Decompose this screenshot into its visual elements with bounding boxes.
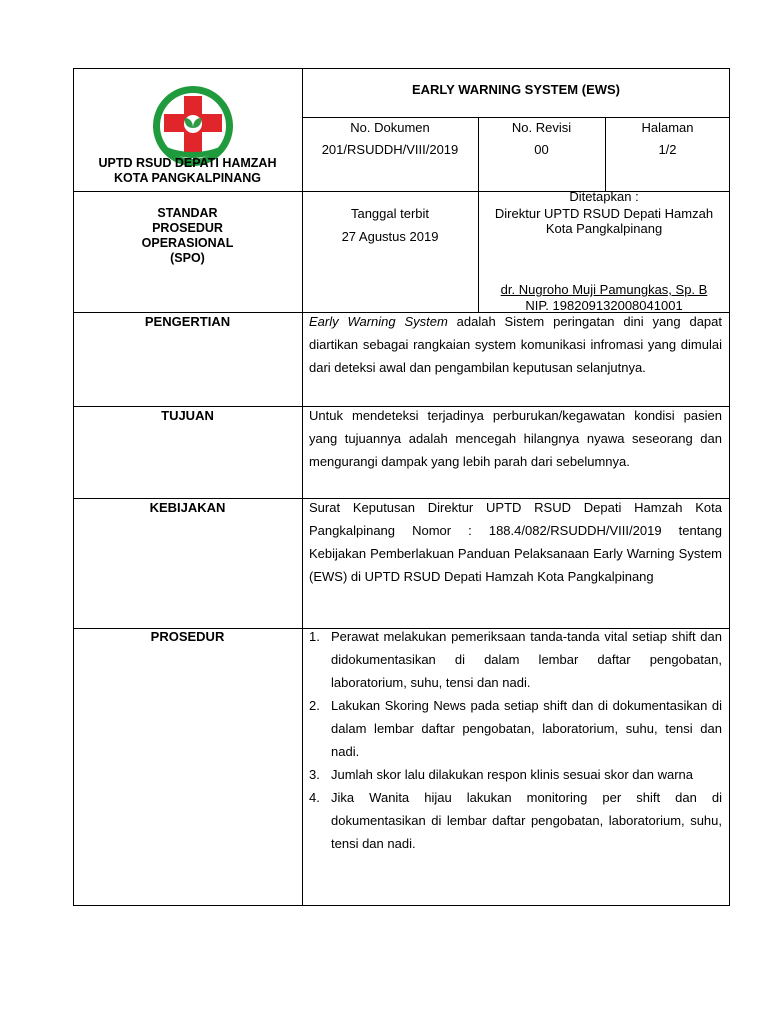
tanggal-terbit-label: Tanggal terbit (350, 206, 430, 221)
no-revisi-label: No. Revisi (511, 120, 572, 135)
kebijakan-text: Surat Keputusan Direktur UPTD RSUD Depati Hamzah Kota Pangkalpinang Nomor : 188.4/082/RSUDDH/VIII/2019 tentang Kebijakan Pemberlakuan Panduan Pelaksanaan Early Warning System (EWS) di UPTD RSUD Depati Hamzah Kota Pangkalpinang (309, 500, 722, 584)
ditetapkan-label: Ditetapkan : (569, 189, 639, 204)
kebijakan-label: KEBIJAKAN (149, 500, 226, 515)
spo-line3: OPERASIONAL (141, 236, 234, 250)
list-item (309, 763, 722, 786)
pengertian-body: adalah Sistem peringatan dini yang dapat diartikan sebagai rangkaian system komunikasi infromasi yang dimulai dari deteksi awal dan pengambilan keputusan selanjutnya. (309, 314, 722, 375)
prosedur-label: PROSEDUR (150, 629, 225, 644)
spo-label (73, 206, 302, 266)
list-item-number: 4. (309, 790, 320, 805)
document-title: EARLY WARNING SYSTEM (EWS) (411, 82, 621, 97)
pengertian-label: PENGERTIAN (144, 314, 231, 329)
direktur-line1: Direktur UPTD RSUD Depati Hamzah (494, 206, 714, 221)
tanggal-terbit-value: 27 Agustus 2019 (341, 229, 439, 244)
spo-line4: (SPO) (170, 251, 205, 265)
signer-name: dr. Nugroho Muji Pamungkas, Sp. B (500, 282, 708, 297)
spo-line2: PROSEDUR (152, 221, 223, 235)
list-item-text: Jika Wanita hijau lakukan monitoring per shift dan di dokumentasikan di lembar daftar pengobatan, laboratorium, suhu, tensi dan nadi. (331, 790, 722, 851)
direktur-line2: Kota Pangkalpinang (545, 221, 663, 236)
list-item (309, 625, 722, 694)
list-item-text: Jumlah skor lalu dilakukan respon klinis sesuai skor dan warna (331, 767, 694, 782)
no-dokumen-value: 201/RSUDDH/VIII/2019 (321, 142, 459, 157)
table-divider (302, 68, 303, 906)
list-item-number: 3. (309, 767, 320, 782)
list-item (309, 694, 722, 763)
list-item-text: Perawat melakukan pemeriksaan tanda-tanda vital setiap shift dan didokumentasikan di dalam lembar daftar pengobatan, laboratorium, suhu, tensi dan nadi. (331, 629, 722, 690)
org-name-line2: KOTA PANGKALPINANG (114, 171, 261, 185)
tujuan-label: TUJUAN (161, 408, 214, 423)
list-item-number: 2. (309, 698, 320, 713)
list-item-number: 1. (309, 629, 320, 644)
list-item-text: Lakukan Skoring News pada setiap shift dan di dokumentasikan di dalam lembar daftar pengobatan, laboratorium, suhu, tensi dan nadi. (331, 698, 722, 759)
org-name (73, 156, 302, 186)
pengertian-italic: Early Warning System (309, 314, 448, 329)
tujuan-text: Untuk mendeteksi terjadinya perburukan/kegawatan kondisi pasien yang tujuannya adalah mencegah hilangnya nyawa seseorang dan mengurangi dampak yang lebih parah dari sebelumnya. (309, 408, 722, 469)
no-dokumen-label: No. Dokumen (350, 120, 430, 135)
spo-line1: STANDAR (157, 206, 218, 220)
table-divider (302, 117, 730, 118)
hospital-logo (146, 86, 240, 166)
org-name-line1: UPTD RSUD DEPATI HAMZAH (98, 156, 277, 170)
pengertian-text (309, 310, 722, 379)
prosedur-list (309, 625, 722, 855)
signer-nip: NIP. 198209132008041001 (525, 298, 683, 313)
halaman-label: Halaman (641, 120, 694, 135)
list-item (309, 786, 722, 855)
halaman-value: 1/2 (658, 142, 677, 157)
no-revisi-value: 00 (534, 142, 549, 157)
